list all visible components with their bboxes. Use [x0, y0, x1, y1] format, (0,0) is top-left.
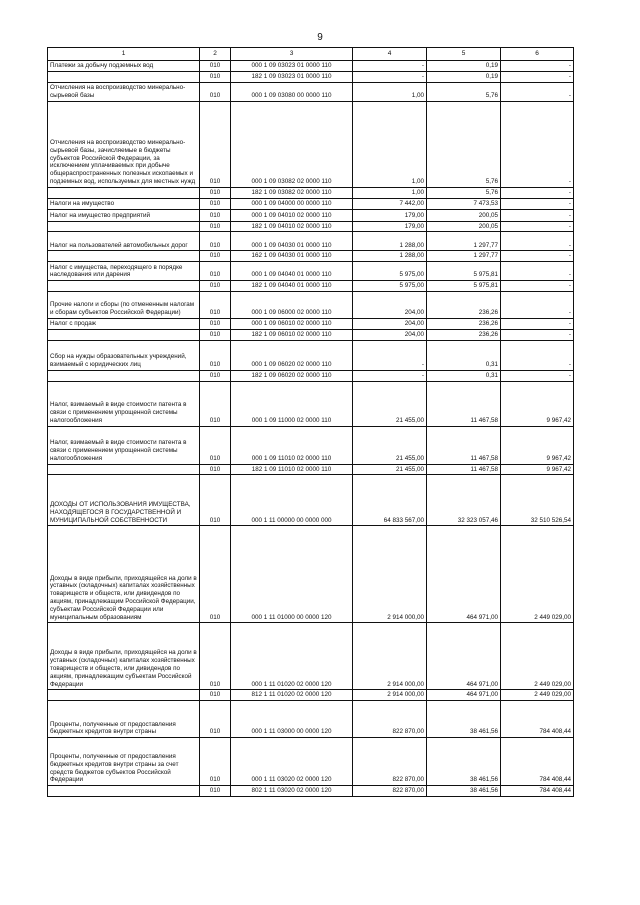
- row-name-cell: [48, 690, 200, 701]
- row-value-cell: 179,00: [353, 209, 427, 221]
- row-value-cell: 822 870,00: [353, 701, 427, 738]
- row-value-cell: -: [501, 187, 574, 198]
- row-code-cell: 010: [200, 82, 231, 101]
- row-code-cell: 010: [200, 209, 231, 221]
- table-row: [48, 82, 574, 101]
- row-value-cell: -: [501, 72, 574, 83]
- column-header: 2: [200, 48, 231, 61]
- row-name-cell: Налог на имущество предприятий: [48, 209, 200, 221]
- row-name-cell: [48, 786, 200, 797]
- row-value-cell: -: [501, 370, 574, 381]
- row-kbk-cell: 182 1 09 06010 02 0000 110: [231, 329, 353, 340]
- row-value-cell: 5,76: [427, 101, 501, 187]
- row-code-cell: 010: [200, 318, 231, 329]
- row-value-cell: -: [501, 262, 574, 281]
- row-code-cell: 010: [200, 61, 231, 72]
- row-code-cell: 010: [200, 381, 231, 426]
- row-value-cell: 1,00: [353, 101, 427, 187]
- row-value-cell: 38 461,56: [427, 786, 501, 797]
- row-kbk-cell: 000 1 09 03023 01 0000 110: [231, 61, 353, 72]
- row-kbk-cell: 000 1 09 03080 00 0000 110: [231, 82, 353, 101]
- row-value-cell: 0,19: [427, 72, 501, 83]
- row-code-cell: 010: [200, 526, 231, 623]
- table-row: [48, 340, 574, 370]
- row-kbk-cell: 000 1 09 04040 01 0000 110: [231, 262, 353, 281]
- row-value-cell: 2 449 029,00: [501, 623, 574, 690]
- row-kbk-cell: 182 1 09 04010 02 0000 110: [231, 221, 353, 232]
- row-value-cell: 179,00: [353, 221, 427, 232]
- row-code-cell: 010: [200, 72, 231, 83]
- row-name-cell: [48, 329, 200, 340]
- row-code-cell: 010: [200, 464, 231, 475]
- row-value-cell: 1 297,77: [427, 232, 501, 251]
- row-value-cell: 2 449 029,00: [501, 526, 574, 623]
- row-kbk-cell: 000 1 09 11000 02 0000 110: [231, 381, 353, 426]
- table-row: [48, 232, 574, 251]
- row-value-cell: 200,05: [427, 221, 501, 232]
- row-value-cell: 11 467,58: [427, 464, 501, 475]
- row-value-cell: 21 455,00: [353, 426, 427, 464]
- row-value-cell: -: [501, 198, 574, 209]
- table-row: [48, 209, 574, 221]
- row-value-cell: 236,26: [427, 329, 501, 340]
- row-name-cell: Доходы в виде прибыли, приходящейся на доли в уставных (складочных) капиталах хозяйственных товариществ и обществ, или дивидендов по акциям, принадлежащим Российской Федерации, субъектам Российской Федерации или муниципальным образованиям: [48, 526, 200, 623]
- row-kbk-cell: 182 1 09 11010 02 0000 110: [231, 464, 353, 475]
- table-row: [48, 251, 574, 262]
- row-name-cell: Отчисления на воспроизводство минерально-сырьевой базы: [48, 82, 200, 101]
- row-value-cell: 204,00: [353, 318, 427, 329]
- row-code-cell: 010: [200, 198, 231, 209]
- column-header: 6: [501, 48, 574, 61]
- row-value-cell: 2 449 029,00: [501, 690, 574, 701]
- row-name-cell: Проценты, полученные от предоставления бюджетных кредитов внутри страны: [48, 701, 200, 738]
- row-code-cell: 010: [200, 187, 231, 198]
- row-kbk-cell: 812 1 11 01020 02 0000 120: [231, 690, 353, 701]
- row-value-cell: 32 323 057,46: [427, 475, 501, 526]
- table-row: [48, 262, 574, 281]
- row-value-cell: -: [501, 232, 574, 251]
- table-row: [48, 381, 574, 426]
- row-kbk-cell: 000 1 11 00000 00 0000 000: [231, 475, 353, 526]
- row-kbk-cell: 000 1 09 04000 00 0000 110: [231, 198, 353, 209]
- page-number: 9: [317, 32, 323, 43]
- row-value-cell: 1 297,77: [427, 251, 501, 262]
- table-row: [48, 187, 574, 198]
- table-row: [48, 786, 574, 797]
- row-name-cell: [48, 187, 200, 198]
- row-name-cell: [48, 281, 200, 292]
- table-header-row: [48, 48, 574, 61]
- row-value-cell: -: [353, 340, 427, 370]
- table-row: [48, 72, 574, 83]
- row-code-cell: 010: [200, 701, 231, 738]
- row-code-cell: 010: [200, 623, 231, 690]
- row-value-cell: -: [501, 291, 574, 318]
- table-row: [48, 370, 574, 381]
- row-value-cell: 21 455,00: [353, 381, 427, 426]
- row-code-cell: 010: [200, 291, 231, 318]
- row-value-cell: 9 967,42: [501, 381, 574, 426]
- table-row: [48, 701, 574, 738]
- row-code-cell: 010: [200, 281, 231, 292]
- row-value-cell: -: [501, 61, 574, 72]
- row-kbk-cell: 000 1 09 06010 02 0000 110: [231, 318, 353, 329]
- row-code-cell: 010: [200, 786, 231, 797]
- row-kbk-cell: 000 1 09 06020 02 0000 110: [231, 340, 353, 370]
- row-value-cell: 464 971,00: [427, 623, 501, 690]
- table-row: [48, 475, 574, 526]
- row-kbk-cell: 000 1 09 06000 02 0000 110: [231, 291, 353, 318]
- table-row: [48, 738, 574, 786]
- row-value-cell: 7 442,00: [353, 198, 427, 209]
- row-code-cell: 010: [200, 340, 231, 370]
- row-code-cell: 010: [200, 475, 231, 526]
- row-code-cell: 010: [200, 426, 231, 464]
- row-value-cell: 200,05: [427, 209, 501, 221]
- row-name-cell: Налог с продаж: [48, 318, 200, 329]
- row-value-cell: 1,00: [353, 187, 427, 198]
- row-value-cell: 5 975,81: [427, 281, 501, 292]
- row-value-cell: 0,31: [427, 370, 501, 381]
- row-value-cell: 64 833 567,00: [353, 475, 427, 526]
- row-value-cell: -: [353, 370, 427, 381]
- row-value-cell: 784 408,44: [501, 786, 574, 797]
- row-name-cell: Прочие налоги и сборы (по отмененным налогам и сборам субъектов Российской Федерации): [48, 291, 200, 318]
- row-value-cell: 822 870,00: [353, 738, 427, 786]
- table-row: [48, 526, 574, 623]
- table-row: [48, 690, 574, 701]
- row-value-cell: 784 408,44: [501, 701, 574, 738]
- row-value-cell: -: [501, 281, 574, 292]
- table-row: [48, 464, 574, 475]
- row-value-cell: -: [353, 61, 427, 72]
- revenue-table: [47, 47, 574, 797]
- row-name-cell: Платежи за добычу подземных вод: [48, 61, 200, 72]
- row-value-cell: 1 288,00: [353, 232, 427, 251]
- row-name-cell: [48, 370, 200, 381]
- row-value-cell: 5 975,81: [427, 262, 501, 281]
- table-row: [48, 281, 574, 292]
- row-name-cell: Отчисления на воспроизводство минерально-сырьевой базы, зачисляемые в бюджеты субъектов Российской Федерации, за исключением уплачиваемых при добыче общераспространенных полезных ископаемых и подземных вод, используемых для местных нужд: [48, 101, 200, 187]
- row-kbk-cell: 000 1 09 03082 02 0000 110: [231, 101, 353, 187]
- row-value-cell: 464 971,00: [427, 526, 501, 623]
- row-code-cell: 010: [200, 221, 231, 232]
- row-value-cell: -: [501, 221, 574, 232]
- row-kbk-cell: 182 1 09 06020 02 0000 110: [231, 370, 353, 381]
- row-value-cell: -: [501, 101, 574, 187]
- row-name-cell: [48, 464, 200, 475]
- row-value-cell: 38 461,56: [427, 738, 501, 786]
- row-value-cell: 11 467,58: [427, 381, 501, 426]
- row-name-cell: Доходы в виде прибыли, приходящейся на доли в уставных (складочных) капиталах хозяйственных товариществ и обществ, или дивидендов по акциям, принадлежащим субъектам Российской Федерации: [48, 623, 200, 690]
- row-kbk-cell: 000 1 09 04030 01 0000 110: [231, 232, 353, 251]
- row-value-cell: 21 455,00: [353, 464, 427, 475]
- table-row: [48, 623, 574, 690]
- row-value-cell: 32 510 526,54: [501, 475, 574, 526]
- row-code-cell: 010: [200, 101, 231, 187]
- row-name-cell: [48, 251, 200, 262]
- table-row: [48, 221, 574, 232]
- row-value-cell: 464 971,00: [427, 690, 501, 701]
- row-value-cell: -: [501, 209, 574, 221]
- row-value-cell: 7 473,53: [427, 198, 501, 209]
- row-kbk-cell: 182 1 09 03082 02 0000 110: [231, 187, 353, 198]
- table-row: [48, 198, 574, 209]
- row-code-cell: 010: [200, 262, 231, 281]
- row-name-cell: [48, 72, 200, 83]
- row-kbk-cell: 000 1 11 03000 00 0000 120: [231, 701, 353, 738]
- row-kbk-cell: 000 1 11 03020 02 0000 120: [231, 738, 353, 786]
- row-name-cell: Проценты, полученные от предоставления бюджетных кредитов внутри страны за счет средств бюджетов субъектов Российской Федерации: [48, 738, 200, 786]
- row-value-cell: -: [501, 318, 574, 329]
- table-row: [48, 101, 574, 187]
- row-kbk-cell: 000 1 11 01020 02 0000 120: [231, 623, 353, 690]
- row-kbk-cell: 162 1 09 04030 01 0000 110: [231, 251, 353, 262]
- table-row: [48, 329, 574, 340]
- row-value-cell: 2 914 000,00: [353, 526, 427, 623]
- row-code-cell: 010: [200, 690, 231, 701]
- row-value-cell: 38 461,56: [427, 701, 501, 738]
- row-code-cell: 010: [200, 232, 231, 251]
- row-code-cell: 010: [200, 251, 231, 262]
- row-code-cell: 010: [200, 370, 231, 381]
- column-header: 3: [231, 48, 353, 61]
- row-value-cell: 1,00: [353, 82, 427, 101]
- row-kbk-cell: 000 1 09 04010 02 0000 110: [231, 209, 353, 221]
- row-kbk-cell: 182 1 09 03023 01 0000 110: [231, 72, 353, 83]
- table-body: [48, 61, 574, 797]
- column-header: 4: [353, 48, 427, 61]
- row-value-cell: 1 288,00: [353, 251, 427, 262]
- table-row: [48, 318, 574, 329]
- row-name-cell: Налог с имущества, переходящего в порядке наследования или дарения: [48, 262, 200, 281]
- row-value-cell: 5,76: [427, 82, 501, 101]
- row-value-cell: 5 975,00: [353, 281, 427, 292]
- row-value-cell: 784 408,44: [501, 738, 574, 786]
- row-kbk-cell: 182 1 09 04040 01 0000 110: [231, 281, 353, 292]
- row-value-cell: -: [501, 251, 574, 262]
- row-code-cell: 010: [200, 738, 231, 786]
- row-value-cell: 5,76: [427, 187, 501, 198]
- row-name-cell: ДОХОДЫ ОТ ИСПОЛЬЗОВАНИЯ ИМУЩЕСТВА, НАХОДЯЩЕГОСЯ В ГОСУДАРСТВЕННОЙ И МУНИЦИПАЛЬНОЙ СОБСТВЕННОСТИ: [48, 475, 200, 526]
- column-header: 1: [48, 48, 200, 61]
- row-name-cell: [48, 221, 200, 232]
- column-header: 5: [427, 48, 501, 61]
- table-row: [48, 61, 574, 72]
- row-value-cell: 0,19: [427, 61, 501, 72]
- row-name-cell: Сбор на нужды образовательных учреждений, взимаемый с юридических лиц: [48, 340, 200, 370]
- row-value-cell: -: [501, 329, 574, 340]
- row-value-cell: 0,31: [427, 340, 501, 370]
- table-row: [48, 291, 574, 318]
- row-value-cell: 204,00: [353, 329, 427, 340]
- row-value-cell: 2 914 000,00: [353, 623, 427, 690]
- row-name-cell: Налог, взимаемый в виде стоимости патента в связи с применением упрощенной системы налогообложения: [48, 426, 200, 464]
- row-value-cell: 2 914 000,00: [353, 690, 427, 701]
- row-value-cell: 9 967,42: [501, 464, 574, 475]
- row-kbk-cell: 802 1 11 03020 02 0000 120: [231, 786, 353, 797]
- row-name-cell: Налог на пользователей автомобильных дорог: [48, 232, 200, 251]
- row-value-cell: -: [501, 340, 574, 370]
- row-value-cell: 236,26: [427, 318, 501, 329]
- row-kbk-cell: 000 1 11 01000 00 0000 120: [231, 526, 353, 623]
- row-kbk-cell: 000 1 09 11010 02 0000 110: [231, 426, 353, 464]
- row-value-cell: 236,26: [427, 291, 501, 318]
- row-value-cell: 11 467,58: [427, 426, 501, 464]
- row-value-cell: 822 870,00: [353, 786, 427, 797]
- row-value-cell: -: [353, 72, 427, 83]
- row-value-cell: 5 975,00: [353, 262, 427, 281]
- row-name-cell: Налоги на имущество: [48, 198, 200, 209]
- table-row: [48, 426, 574, 464]
- row-value-cell: 9 967,42: [501, 426, 574, 464]
- row-value-cell: 204,00: [353, 291, 427, 318]
- row-name-cell: Налог, взимаемый в виде стоимости патента в связи с применением упрощенной системы налогообложения: [48, 381, 200, 426]
- row-value-cell: -: [501, 82, 574, 101]
- row-code-cell: 010: [200, 329, 231, 340]
